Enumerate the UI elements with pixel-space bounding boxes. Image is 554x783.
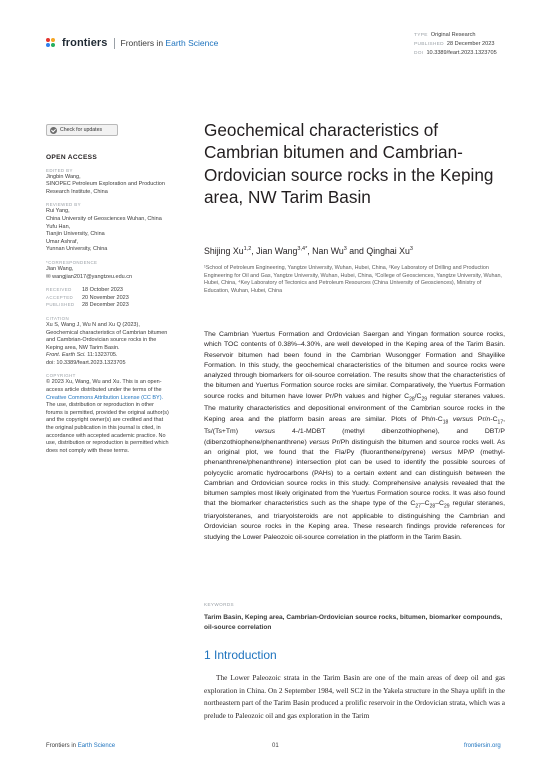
author[interactable]: Jian Wang$^{3,4*}$ [256,246,308,256]
section-heading-introduction: 1 Introduction [204,648,277,662]
meta-doi[interactable]: DOI 10.3389/feart.2023.1323705 [414,50,497,56]
copyright-label: COPYRIGHT [46,373,76,379]
header-divider [114,38,115,49]
received-label: RECEIVED [46,287,72,293]
logo-dot-red [46,38,50,42]
logo-dot-orange [51,38,55,42]
article-title: Geochemical characteristics of Cambrian bitumen and Cambrian-Ordovician source rocks in the Keping area, NW Tarim Basin [204,120,494,207]
journal-header [46,37,218,49]
footer-journal[interactable]: Frontiers in Earth Science [46,743,116,749]
reviewers-text: Rui Yang, China University of Geosciences Wuhan, China Yufu Han, Tianjin University, China Umar Ashraf, Yunnan University, China [46,208,162,253]
received-date: 18 October 2023 [82,287,123,294]
keywords: Tarim Basin, Keping area, Cambrian-Ordovician source rocks, bitumen, biomarker compounds, oil-source correlation [204,614,503,631]
copyright-text: © 2023 Xu, Wang, Wu and Xu. This is an open-access article distributed under the terms of the Creative Commons Attribution License (CC BY). The use, distribution or reproduction in other forums is permitted, provided the original author(s) and the copyright owner(s) are credited and that the original publication in this journal is cited, in accordance with accepted academic practice. No use, distribution or reproduction is permitted which does not comply with these terms. [46,379,169,454]
published-label: PUBLISHED [46,302,75,308]
abstract: The Cambrian Yuertus Formation and Ordovician Saergan and Yingan formation source rocks, which TOC contents of 0.38%–4.30%, are well developed in the Keping area of the Tarim Basin. Reservoir bitumen had been found in the Cambrian Wusongger Formation and Shayilike Formation. In this study, the geochemical characteristics of the bitumen and source rocks were analyzed through biomarkers for oil-source correlation. The results show that the characteristics of the bitumen and Yuertus Formation source rocks are similar. Comparatively, the Yuertus Formation source rocks and bitumen have lower Pr/Ph values and higher $C_{28}/C_{29}$ regular steranes values. The maturity characteristics and depositional environment of the Cambrian source rocks in the Keping area and the platform basin areas are similar. Plots of $Ph/n-C_{18}$ versus $Pr/n-C_{17}$, Ts/(Ts+Tm) versus 4-/1-MDBT (methyl dibenzothiophene), and DBT/P (dibenzothiophene/phenanthrene) versus Pr/Ph distinguish the bitumen and source rocks well. As an original plot, we found that the Fla/Py (fluoranthene/pyrene) versus MP/P (methyl-phenanthrene/phenanthrene) intersection plot can be used to identify the possible sources of polycyclic aromatic hydrocarbons (PAHs) to a certain extent and can distinguish between the Cambrian and Ordovician source rocks in this study. Comprehensive analysis revealed that the bitumen samples most likely originated from the Yuertus Formation source rocks. It was also found that the biomarker characteristics such as the shape type of the $C_{27}-C_{28}-C_{29}$ regular steranes, triaryolsteranes, and triaryolsteroids are not applicable to distinguishing the Cambrian and Ordovician source rocks in the Keping area. These research findings provide references for studying the Lower Paleozoic oil-source correlation in the platform in the Tarim Basin. [204,331,506,541]
article-sidebar [46,154,172,461]
accepted-label: ACCEPTED [46,294,74,300]
brand-name[interactable]: frontiers [62,37,108,49]
article-meta [414,31,497,58]
page-number: 01 [272,743,279,749]
check-icon [50,127,57,134]
open-access-label: OPEN ACCESS [46,154,98,161]
check-for-updates-label: Check for updates [60,127,103,133]
citation-label: CITATION [46,315,70,321]
keywords-label: KEYWORDS [204,602,234,607]
correspondence-email[interactable]: ✉ wangjian2017@yangtzeu.edu.cn [46,273,133,280]
logo-dot-blue [46,43,50,47]
dates-section [46,287,172,310]
citation-section [46,316,172,368]
journal-name[interactable] [121,38,219,48]
edited-by-section [46,168,172,197]
reviewed-by-section [46,202,172,254]
correspondence-section [46,260,172,281]
correspondence-name: Jian Wang, [46,265,74,272]
logo-dot-green [51,43,55,47]
frontiers-logo-icon [46,38,56,48]
citation-text: Xu S, Wang J, Wu N and Xu Q (2023), Geochemical characteristics of Cambrian bitumen and Cambrian-Ordovician source rocks in the Keping area, NW Tarim Basin. Front. Earth Sci. 11:1323705. doi: 10.3389/feart.2023.1323705 [46,321,168,366]
editor-text: Jingbin Wang, SINOPEC Petroleum Exploration and Production Research Institute, China [46,173,165,195]
author[interactable]: Shijing Xu$^{1,2}$ [204,246,252,256]
author[interactable]: Nan Wu$^3$ [312,246,347,256]
meta-type: TYPE Original Research [414,32,476,38]
correspondence-label: *CORRESPONDENCE [46,259,98,265]
meta-published: PUBLISHED 28 December 2023 [414,41,495,47]
edited-by-label: EDITED BY [46,167,73,173]
reviewed-by-label: REVIEWED BY [46,202,81,208]
journal-title: Earth Science [165,38,219,48]
affiliations: ¹School of Petroleum Engineering, Yangtze University, Wuhan, Hubei, China, ²Key Laboratory of Drilling and Production Engineering for Oil and Gas, Yangtze University, Wuhan, Hubei, China, ³College of Geosciences, Yangtze University, Wuhan, Hubei, China, ⁴Key Laboratory of Tectonics and Petroleum Resources (China University of Geosciences), Ministry of Education, Wuhan, Hubei, China [204,265,502,294]
accepted-date: 20 November 2023 [82,294,129,301]
introduction-text: The Lower Paleozoic strata in the Tarim Basin are one of the main areas of deep oil and gas exploration in China. On 2 September 1984, well SC2 in the Yakela structure in the Shaya uplift in the northeastern part of the Tarim Basin produced a prolific reservoir in the Ordovician strata, which was a prelude to Paleozoic oil and gas exploration in the Tarim [204,673,505,720]
author[interactable]: Qinghai Xu$^3$ [366,246,413,256]
check-for-updates-button[interactable] [46,124,118,136]
copyright-section [46,373,172,455]
journal-prefix: Frontiers in [120,38,164,48]
published-date: 28 December 2023 [82,302,129,309]
author-list: Shijing Xu$^{1,2}$, Jian Wang$^{3,4*}$, Nan Wu$^3$ and Qinghai Xu$^3$ [204,246,413,256]
footer-website-link[interactable]: frontiersin.org [464,743,501,749]
cc-by-license-link[interactable]: Creative Commons Attribution License (CC BY). [46,394,164,401]
